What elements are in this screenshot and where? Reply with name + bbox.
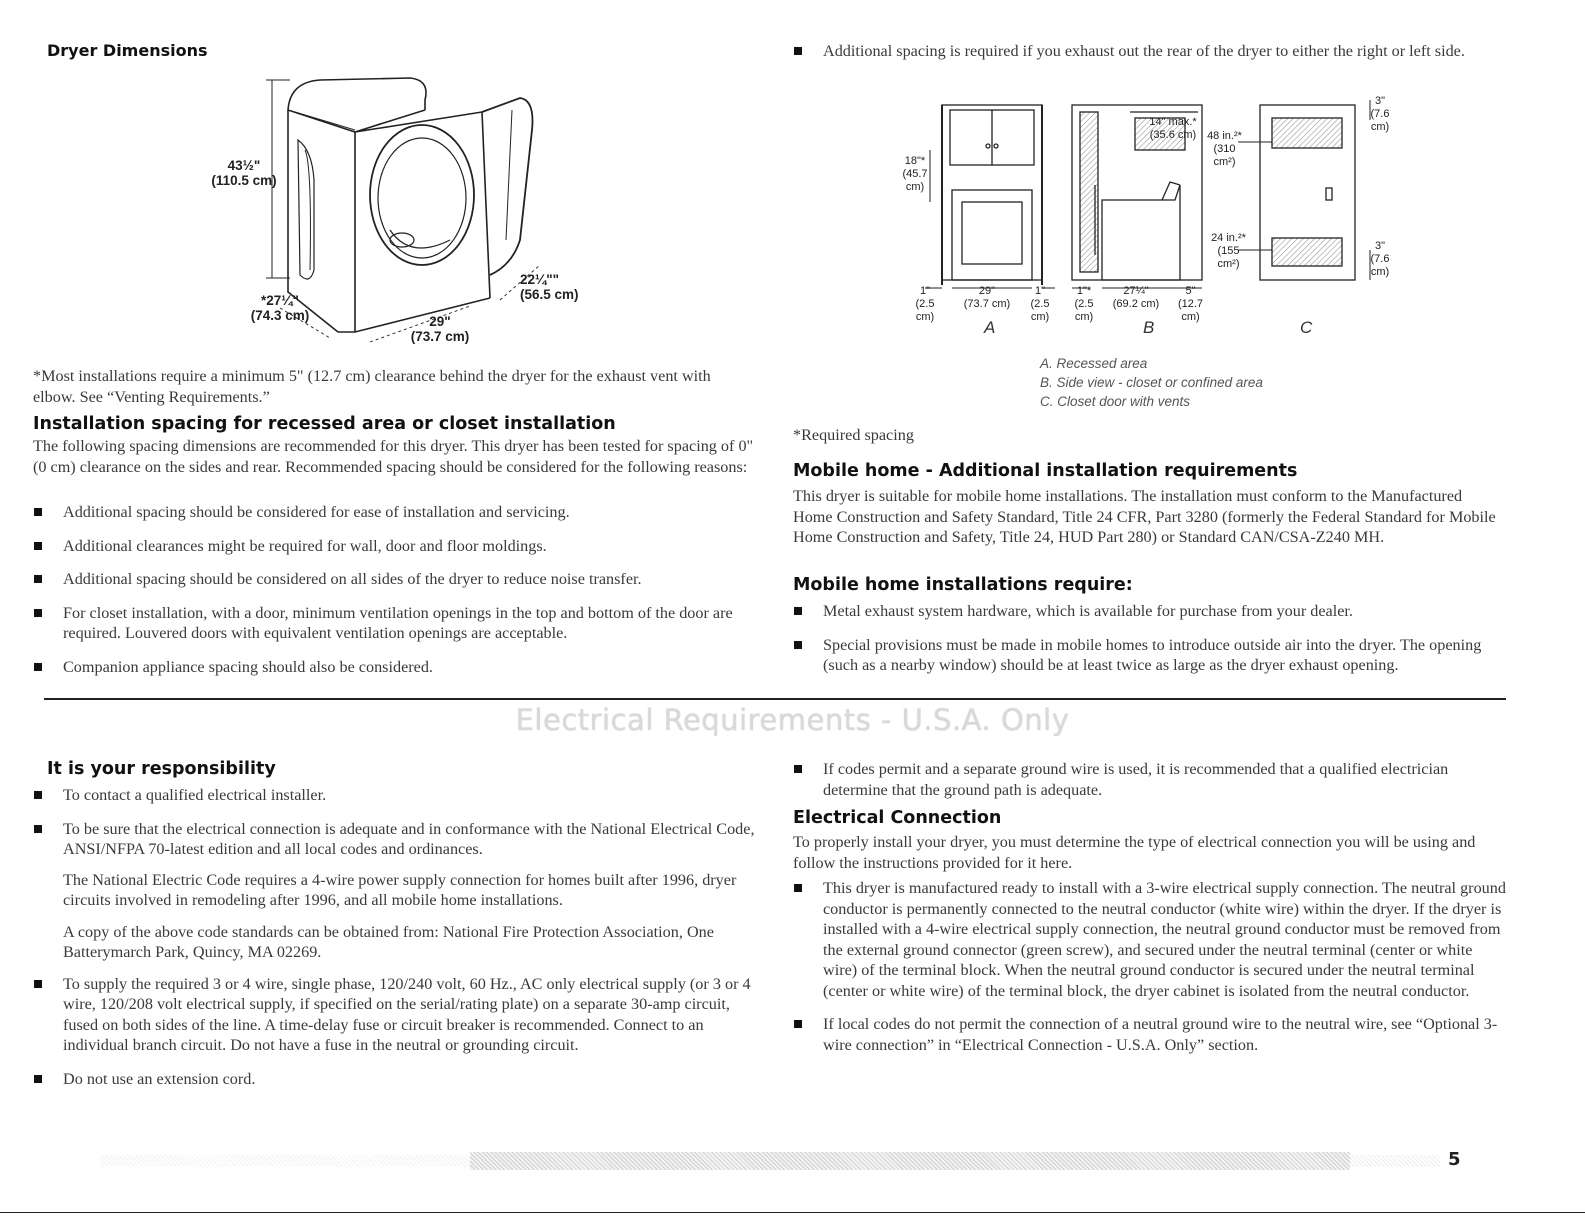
diagram-letter-b: B xyxy=(1143,318,1155,337)
responsibility-list xyxy=(33,785,768,1102)
mobile-home-heading: Mobile home - Additional installation requirements xyxy=(793,461,1298,481)
caption-b: B. Side view - closet or confined area xyxy=(1040,375,1263,390)
electrical-connection-heading: Electrical Connection xyxy=(793,808,1002,828)
nec-paragraph: The National Electric Code requires a 4-wire power supply connection for homes built after 1996, dryer circuits involved in remodeling after 1996, and all mobile home installations. xyxy=(63,870,737,909)
electrical-requirements-banner: Electrical Requirements - U.S.A. Only xyxy=(515,703,1070,737)
list-item: Additional spacing is required if you exhaust out the rear of the dryer to either the right or left side. xyxy=(793,41,1518,62)
spacing-diagram xyxy=(880,90,1400,315)
door-inches: 22¼"" xyxy=(520,272,560,287)
electrical-connection-list xyxy=(793,878,1508,1068)
diagram-b-front-gap-label: 1"* (2.5 cm) xyxy=(1074,285,1094,323)
bullet-square-icon xyxy=(34,791,42,799)
spacing-heading: Installation spacing for recessed area or closet installation xyxy=(33,414,616,434)
depth-inches: *27¼" xyxy=(261,293,299,308)
list-item: To be sure that the electrical connection is adequate and in conformance with the National Electrical Code, ANSI/NFPA 70-latest edition and all local codes and ordinances. xyxy=(33,819,768,860)
diagram-c-top-vent-label: 48 in.²* (310 cm²) xyxy=(1207,130,1242,168)
list-item: Additional clearances might be required for wall, door and floor moldings. xyxy=(33,536,768,557)
diagram-c-top-gap-label: 3" (7.6 cm) xyxy=(1370,95,1390,133)
list-item: Companion appliance spacing should also be considered. xyxy=(33,657,768,678)
bullet-square-icon xyxy=(794,641,802,649)
mobile-home-text: This dryer is suitable for mobile home installations. The installation must conform to the Manufactured Home Construction and Safety Standard, Title 24 CFR, Part 3280 (formerly the Federal Standard for Mobile Home Construction and Safety, Title 24, HUD Part 280) or Standard CAN/CSA-Z240 MH. xyxy=(793,487,1496,546)
list-item: Do not use an extension cord. xyxy=(33,1069,768,1090)
bullet-square-icon xyxy=(794,884,802,892)
list-item: If local codes do not permit the connection of a neutral ground wire to the neutral wire, see “Optional 3-wire connection” in “Electrical Connection - U.S.A. Only” section. xyxy=(793,1014,1508,1055)
diagram-captions xyxy=(1040,354,1263,411)
diagram-b-rear-gap-label: 5" (12.7 cm) xyxy=(1177,285,1204,323)
caption-a: A. Recessed area xyxy=(1040,356,1148,371)
list-item: For closet installation, with a door, minimum ventilation openings in the top and bottom of the door are required. Louvered doors with equivalent ventilation openings are acceptable. xyxy=(33,603,768,644)
bullet-square-icon xyxy=(794,607,802,615)
footer-bar-left xyxy=(100,1155,470,1167)
diagram-c-bottom-vent-label: 24 in.²* (155 cm²) xyxy=(1211,232,1246,270)
electrical-connection-text: To properly install your dryer, you must determine the type of electrical connection you will be using and follow the instructions provided for it here. xyxy=(793,833,1476,872)
mobile-home-requirements-heading: Mobile home installations require: xyxy=(793,575,1133,595)
list-item: Additional spacing should be considered on all sides of the dryer to reduce noise transfer. xyxy=(33,569,768,590)
responsibility-heading: It is your responsibility xyxy=(47,759,276,779)
diagram-a-width-label: 29" (73.7 cm) xyxy=(963,285,1011,310)
diagram-b-shelf-label: 14" max.* (35.6 cm) xyxy=(1149,116,1197,141)
list-item: To supply the required 3 or 4 wire, single phase, 120/240 volt, 60 Hz., AC only electrical supply (or 3 or 4 wire, 120/208 volt electrical supply, if specified on the serial/rating plate) on a separate 30-amp circuit, fused on both sides of the line. A time-delay fuse or circuit breaker is recommended. Connect to an individual branch circuit. Do not have a fuse in the neutral or grounding circuit. xyxy=(33,974,768,1056)
height-cm: (110.5 cm) xyxy=(211,173,277,188)
depth-dimension-label xyxy=(240,293,320,323)
bullet-square-icon xyxy=(34,508,42,516)
page-number: 5 xyxy=(1448,1149,1461,1170)
rear-exhaust-bullet xyxy=(793,41,1518,75)
depth-cm: (74.3 cm) xyxy=(250,308,310,323)
caption-c: C. Closet door with vents xyxy=(1040,394,1191,409)
bullet-square-icon xyxy=(34,663,42,671)
required-spacing-note: *Required spacing xyxy=(793,426,914,444)
bullet-square-icon xyxy=(34,609,42,617)
width-dimension-label xyxy=(400,314,480,344)
bullet-square-icon xyxy=(794,1020,802,1028)
width-inches: 29" xyxy=(429,314,451,329)
list-item: If codes permit and a separate ground wire is used, it is recommended that a qualified electrician determine that the ground path is adequate. xyxy=(793,759,1503,800)
diagram-a-right-gap-label: 1" (2.5 cm) xyxy=(1030,285,1050,323)
ground-wire-bullet xyxy=(793,759,1503,813)
diagram-letter-c: C xyxy=(1300,318,1313,337)
height-inches: 43½" xyxy=(227,158,261,173)
nfpa-paragraph: A copy of the above code standards can be obtained from: National Fire Protection Association, One Batterymarch Park, Quincy, MA 02269. xyxy=(63,922,714,961)
diagram-b-depth-label: 27¼" (69.2 cm) xyxy=(1112,285,1160,310)
list-item: Additional spacing should be considered for ease of installation and servicing. xyxy=(33,502,768,523)
diagram-a-left-gap-label: 1" (2.5 cm) xyxy=(915,285,935,323)
list-item: To contact a qualified electrical installer. xyxy=(33,785,768,806)
spacing-intro: The following spacing dimensions are recommended for this dryer. This dryer has been tested for spacing of 0" (0 cm) clearance on the sides and rear. Recommended spacing should be considered for the following reasons: xyxy=(33,437,754,476)
mobile-home-requirements-list xyxy=(793,601,1503,689)
bullet-square-icon xyxy=(794,765,802,773)
diagram-letter-a: A xyxy=(984,318,996,337)
dimensions-footnote: *Most installations require a minimum 5" (12.7 cm) clearance behind the dryer for the exhaust vent with elbow. See “Venting Requirements.” xyxy=(33,367,711,406)
door-dimension-label xyxy=(520,272,600,302)
bullet-square-icon xyxy=(34,542,42,550)
width-cm: (73.7 cm) xyxy=(410,329,470,344)
section-divider xyxy=(44,698,1506,700)
diagram-a-top-label: 18"* (45.7 cm) xyxy=(902,155,928,193)
diagram-c-bottom-gap-label: 3" (7.6 cm) xyxy=(1370,240,1390,278)
door-cm: (56.5 cm) xyxy=(520,287,579,302)
bullet-square-icon xyxy=(34,980,42,988)
height-dimension-label xyxy=(199,158,289,188)
dryer-dimensions-title: Dryer Dimensions xyxy=(47,41,208,60)
bullet-square-icon xyxy=(794,47,802,55)
footer-bar-right xyxy=(1350,1155,1440,1167)
list-item: Metal exhaust system hardware, which is available for purchase from your dealer. xyxy=(793,601,1503,622)
list-item: This dryer is manufactured ready to install with a 3-wire electrical supply connection. The neutral ground conductor is permanently connected to the neutral conductor (white wire) within the dryer. If the dryer is installed with a 4-wire electrical supply connection, the neutral ground conductor must be removed from the external ground connector (green screw), and secured under the neutral terminal (center or white wire) of the terminal block. When the neutral ground conductor is secured under the neutral terminal (center or white wire) of the terminal block, the dryer cabinet is isolated from the neutral conductor. xyxy=(793,878,1508,1001)
footer-bar-center xyxy=(470,1152,1350,1170)
bottom-rule xyxy=(0,1212,1585,1213)
bullet-square-icon xyxy=(34,1075,42,1083)
bullet-square-icon xyxy=(34,825,42,833)
bullet-square-icon xyxy=(34,575,42,583)
spacing-bullet-list xyxy=(33,502,768,690)
list-item: Special provisions must be made in mobile homes to introduce outside air into the dryer. The opening (such as a nearby window) should be at least twice as large as the dryer exhaust opening. xyxy=(793,635,1503,676)
